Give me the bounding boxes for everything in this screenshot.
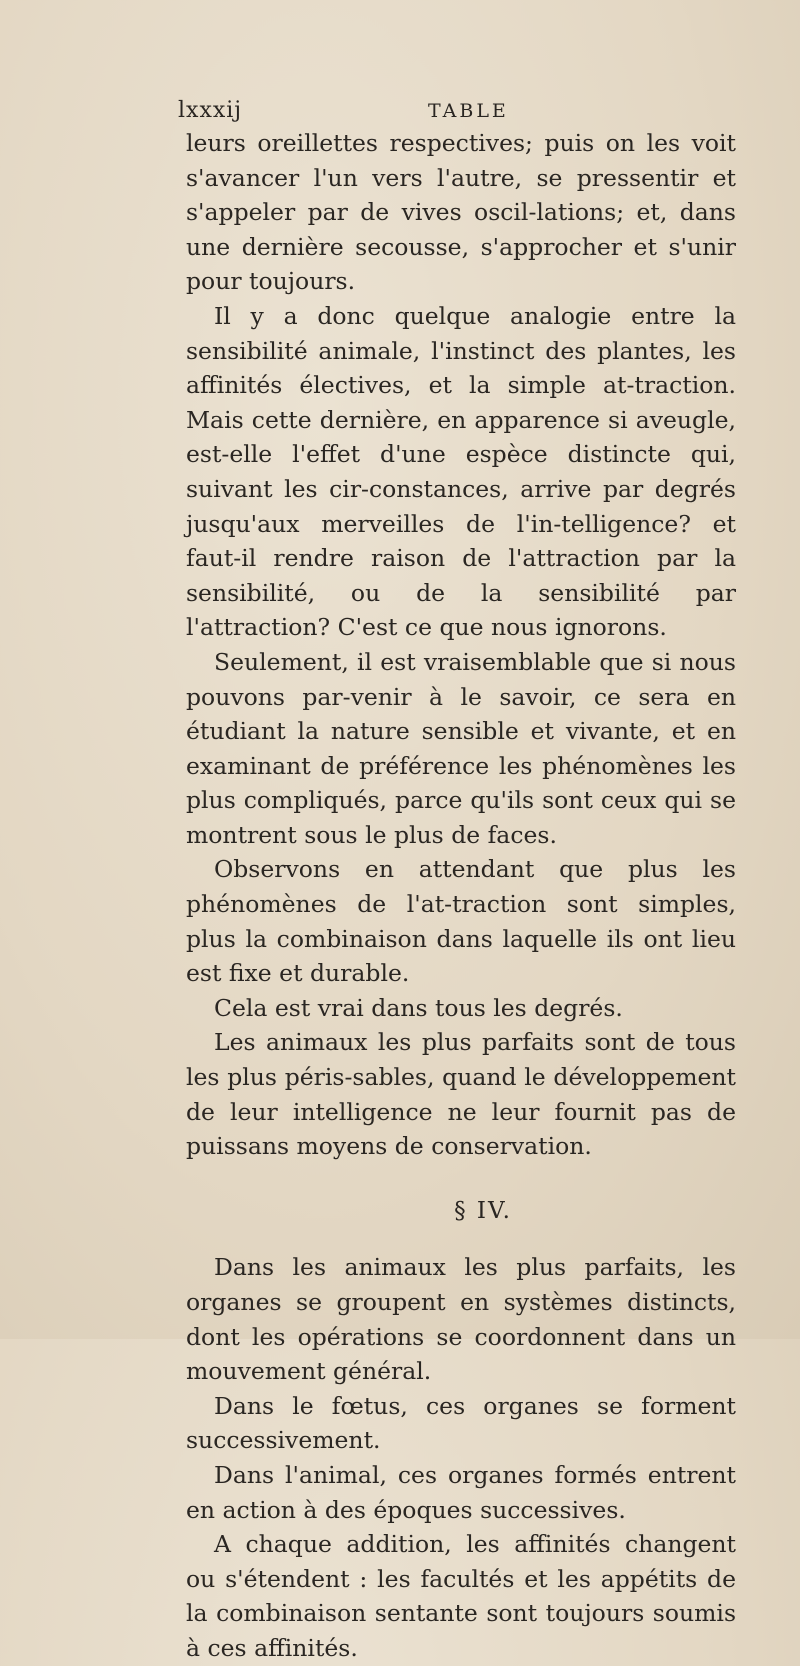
paragraph: Dans les animaux les plus parfaits, les organes se groupent en systèmes distincts, dont les opérations se coordonnent dans un mouvement général. [186, 1253, 736, 1386]
body-text [186, 126, 736, 1666]
page-header [178, 98, 738, 128]
page-number: lxxxij [178, 98, 243, 123]
running-title: TABLE [428, 100, 509, 122]
paragraph: Cela est vrai dans tous les degrés. [214, 993, 623, 1022]
paragraph: Les animaux les plus parfaits sont de tous les plus péris-sables, quand le développement de leur intelligence ne leur fournit pas de puissans moyens de conservation. [186, 1028, 736, 1161]
paragraph: Observons en attendant que plus les phénomènes de l'at-traction sont simples, plus la combinaison dans laquelle ils ont lieu est fixe et durable. [186, 855, 736, 988]
paragraph: Dans l'animal, ces organes formés entrent en action à des époques successives. [186, 1460, 736, 1524]
paragraph: A chaque addition, les affinités changent ou s'étendent : les facultés et les appétits de la combinaison sentante sont toujours soumis à ces affinités. [186, 1530, 736, 1662]
paragraph: Dans le fœtus, ces organes se forment successivement. [186, 1391, 736, 1455]
paragraph: Seulement, il est vraisemblable que si nous pouvons par-venir à le savoir, ce sera en étudiant la nature sensible et vivante, et en examinant de préférence les phénomènes les plus compliqués, parce qu'ils sont ceux qui se montrent sous le plus de faces. [186, 647, 736, 849]
section-heading: § IV. [454, 1197, 512, 1224]
paragraph: leurs oreillettes respectives; puis on les voit s'avancer l'un vers l'autre, se pressentir et s'appeler par de vives oscil-lations; et, dans une dernière secousse, s'approcher et s'unir pour toujours. [186, 129, 736, 296]
paragraph: Il y a donc quelque analogie entre la sensibilité animale, l'instinct des plantes, les affinités électives, et la simple at-traction. Mais cette dernière, en apparence si aveugle, est-elle l'effet d'une espèce distincte qui, suivant les cir-constances, arrive par degrés jusqu'aux merveilles de l'in-telligence? et faut-il rendre raison de l'attraction par la sensibilité, ou de la sensibilité par l'attraction? C'est ce que nous ignorons. [186, 301, 736, 642]
